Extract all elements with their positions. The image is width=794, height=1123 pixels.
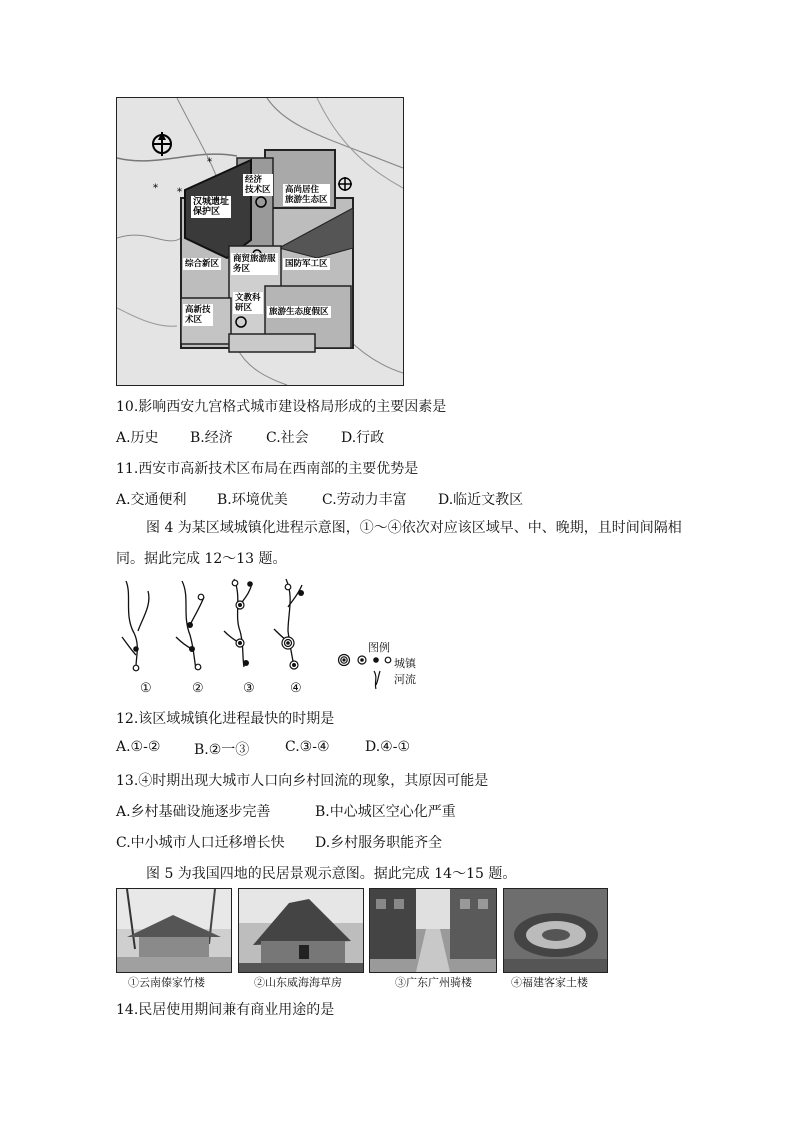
svg-text:*: * — [177, 187, 182, 198]
q11-option-b: B.环境优美 — [217, 492, 288, 508]
airport-icon — [337, 176, 353, 192]
photo-fujian-tulou — [503, 888, 608, 973]
town-marker — [198, 594, 204, 600]
q13-option-c: C.中小城市人口迁移增长快 — [116, 835, 285, 851]
urbanization-diagram — [112, 575, 432, 700]
q11-option-c: C.劳动力丰富 — [322, 492, 407, 508]
q12-option-b: B.②一③ — [194, 742, 250, 758]
q10-option-d: D.行政 — [341, 430, 385, 446]
town-marker — [286, 641, 290, 645]
town-marker — [232, 580, 238, 586]
photo-weihai-seaweed-house — [238, 888, 364, 973]
svg-text:*: * — [153, 183, 158, 194]
q10-option-c: C.社会 — [266, 430, 309, 446]
town-marker — [189, 646, 195, 652]
town-marker — [292, 663, 296, 667]
zone-han-city-ruins: 汉城遗址 保护区 — [193, 197, 230, 217]
stage-label-4: ④ — [290, 681, 302, 696]
town-marker — [238, 641, 242, 645]
xian-zoning-map — [116, 97, 404, 386]
question-14-stem: 14.民居使用期间兼有商业用途的是 — [116, 1002, 335, 1018]
q10-option-b: B.经济 — [190, 430, 233, 446]
photo-yunnan-bamboo-house — [116, 888, 232, 973]
stage-label-1: ① — [140, 681, 152, 696]
legend-title: 图例 — [368, 641, 390, 654]
zone-high-tech: 高新技 术区 — [185, 305, 211, 325]
town-marker — [247, 581, 253, 587]
zone-education-research: 文教科 研区 — [235, 293, 261, 313]
photo-caption-4: ④福建客家土楼 — [511, 976, 588, 989]
q13-option-b: B.中心城区空心化严重 — [315, 804, 456, 820]
q10-option-a: A.历史 — [116, 430, 159, 446]
town-marker — [133, 665, 139, 671]
photo-caption-3: ③广东广州骑楼 — [395, 976, 472, 989]
town-marker — [243, 660, 249, 666]
legend-town-label: 城镇 — [394, 657, 416, 670]
town-marker — [133, 646, 139, 652]
north-arrow-icon — [151, 132, 173, 158]
legend-town-symbols — [339, 655, 391, 666]
zone-economic-tech: 经济 技术区 — [245, 175, 271, 195]
town-marker — [195, 664, 201, 670]
q12-option-d: D.④-① — [365, 739, 411, 755]
zone-eco-resort: 旅游生态度假区 — [269, 307, 329, 317]
legend-river-symbol — [374, 671, 380, 689]
q13-option-a: A.乡村基础设施逐步完善 — [116, 804, 271, 820]
question-13-stem: 13.④时期出现大城市人口向乡村回流的现象，其原因可能是 — [116, 773, 489, 789]
legend-river-label: 河流 — [394, 673, 416, 686]
q13-option-d: D.乡村服务职能齐全 — [315, 835, 443, 851]
stage-label-2: ② — [192, 681, 204, 696]
photo-guangzhou-arcade-building — [369, 888, 497, 973]
figure-4-intro-line2: 同。据此完成 12～13 题。 — [116, 551, 287, 567]
photo-caption-2: ②山东威海海草房 — [254, 976, 342, 989]
q12-option-a: A.①-② — [116, 739, 161, 755]
town-marker — [298, 590, 304, 596]
question-12-stem: 12.该区域城镇化进程最快的时期是 — [116, 711, 335, 727]
town-marker — [187, 622, 193, 628]
question-11-stem: 11.西安市高新技术区布局在西南部的主要优势是 — [116, 461, 419, 477]
q11-option-a: A.交通便利 — [116, 492, 187, 508]
zone-commerce-tourism: 商贸旅游服 务区 — [233, 254, 276, 274]
zone-new-district: 综合新区 — [185, 259, 220, 269]
photo-caption-1: ①云南傣家竹楼 — [128, 976, 205, 989]
figure-4-intro-line1: 图 4 为某区域城镇化进程示意图，①～④依次对应该区域早、中、晚期，且时间间隔相 — [146, 520, 682, 536]
svg-text:*: * — [207, 157, 212, 168]
town-marker — [238, 603, 242, 607]
q12-option-c: C.③-④ — [285, 739, 330, 755]
town-marker — [285, 584, 291, 590]
stage-label-3: ③ — [243, 681, 255, 696]
figure-5-intro: 图 5 为我国四地的民居景观示意图。据此完成 14～15 题。 — [146, 866, 517, 882]
zone-upscale-residence: 高尚居住 旅游生态区 — [285, 185, 328, 205]
q11-option-d: D.临近文教区 — [438, 492, 524, 508]
question-10-stem: 10.影响西安九宫格式城市建设格局形成的主要因素是 — [116, 399, 447, 415]
urbanization-stages-figure — [112, 575, 432, 700]
zone-defense-industry: 国防军工区 — [285, 259, 328, 269]
